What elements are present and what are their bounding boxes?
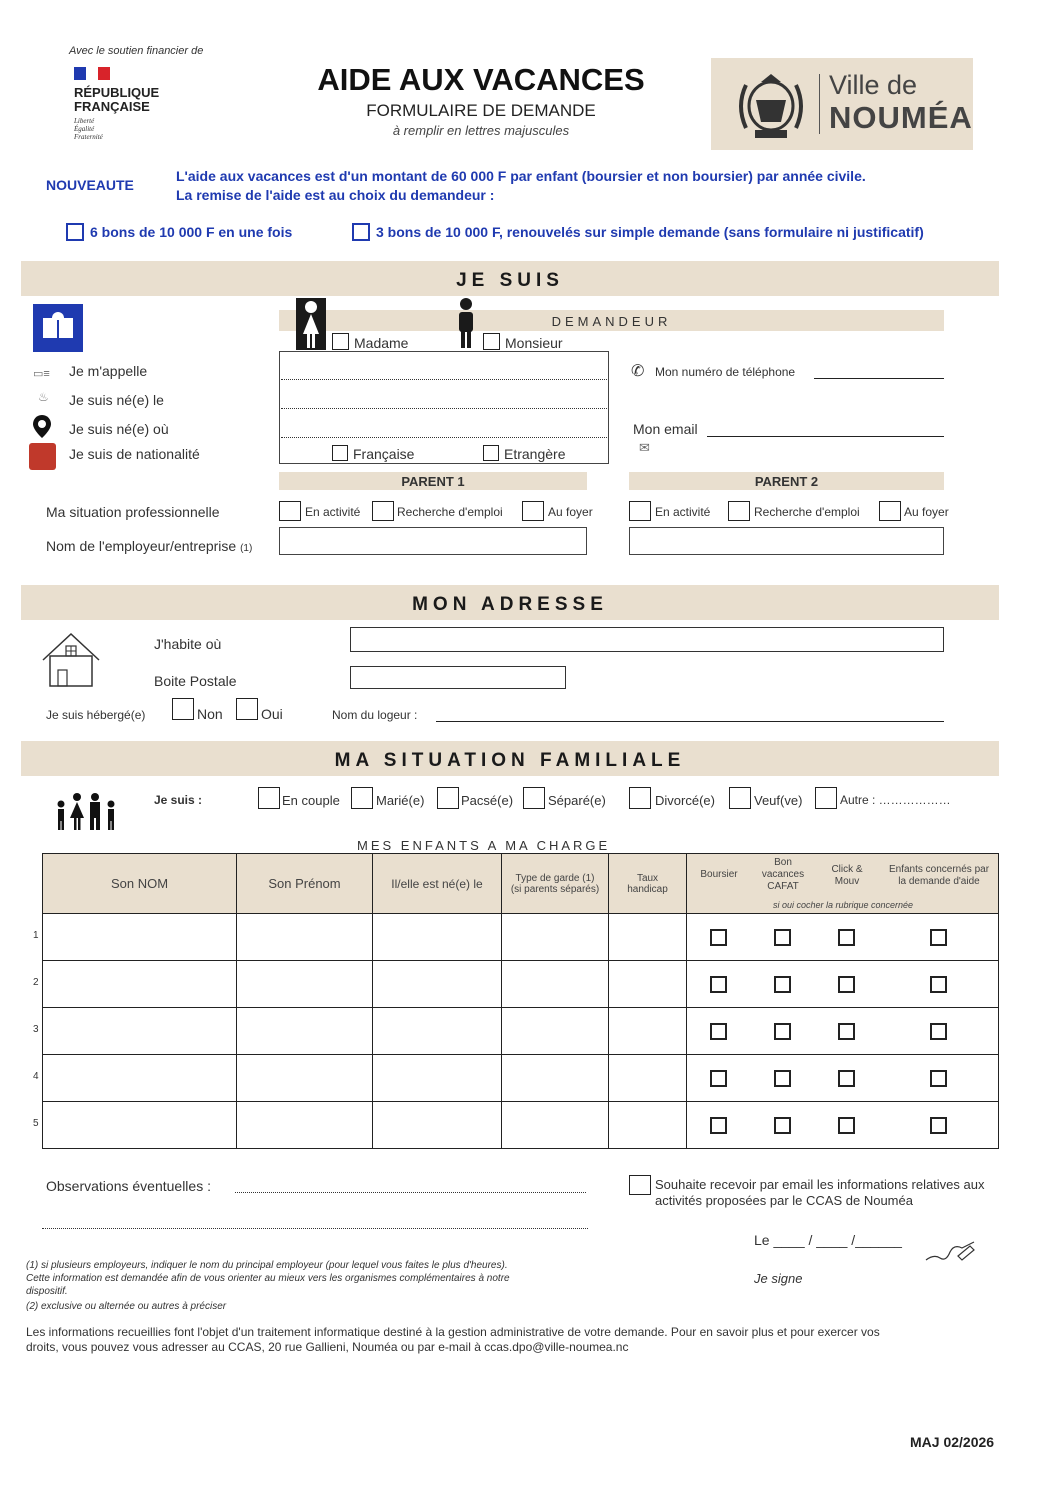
heberge-label: Je suis hébergé(e)	[46, 708, 146, 722]
col-enfants-line1: Enfants concernés par	[888, 863, 990, 875]
click-mouv-checkbox[interactable]	[838, 929, 855, 946]
child-prenom-cell[interactable]	[237, 1102, 373, 1149]
boursier-checkbox[interactable]	[710, 1023, 727, 1040]
francaise-checkbox[interactable]	[332, 445, 348, 461]
je-signe-label: Je signe	[754, 1271, 803, 1286]
note2: (2) exclusive ou alternée ou autres à préciser	[26, 1301, 227, 1312]
p1-employer-field[interactable]	[279, 527, 587, 555]
boursier-checkbox[interactable]	[710, 1117, 727, 1134]
col-garde-line2: (si parents séparés)	[510, 883, 600, 895]
note1b: Cette information est demandée afin de vous orienter au mieux vers les organismes complémentaires à notre	[26, 1273, 510, 1284]
privacy-line1: Les informations recueillies font l'objet d'un traitement informatique destiné à la gestion administrative de votre demande. Pour en savoir plus et pour exercer vos	[26, 1325, 880, 1339]
child-garde-cell[interactable]	[502, 1055, 609, 1102]
version-label: MAJ 02/2026	[910, 1434, 995, 1450]
page-title: AIDE AUX VACANCES	[317, 62, 645, 97]
option1-checkbox[interactable]	[66, 223, 84, 241]
col-enfants	[879, 864, 999, 888]
enfant-concerne-checkbox[interactable]	[930, 1117, 947, 1134]
marie-label: Marié(e)	[376, 793, 425, 808]
p1-en-activite-label: En activité	[305, 505, 361, 519]
rf-motto3: Fraternité	[74, 133, 103, 141]
col-enfants-line2: la demande d'aide	[898, 875, 980, 887]
child-ne-cell[interactable]	[373, 961, 502, 1008]
pacse-label: Pacsé(e)	[461, 793, 514, 808]
p1-recherche-checkbox[interactable]	[372, 501, 394, 521]
rf-line1: RÉPUBLIQUE	[74, 85, 160, 100]
name-field[interactable]	[281, 379, 607, 380]
autre-checkbox[interactable]	[815, 787, 837, 809]
habite-label: J'habite où	[154, 636, 222, 652]
child-checks-cell	[687, 961, 999, 1008]
phone-icon: ✆	[631, 363, 645, 380]
child-ne-cell[interactable]	[373, 914, 502, 961]
col-prenom: Son Prénom	[237, 854, 373, 914]
p2-au-foyer-label: Au foyer	[904, 505, 949, 519]
house-icon	[40, 630, 102, 691]
email-optin-line2: activités proposées par le CCAS de Nouméa	[655, 1193, 913, 1208]
heberge-oui-label: Oui	[261, 706, 283, 722]
adresse-band	[21, 585, 999, 620]
child-ne-cell[interactable]	[373, 1008, 502, 1055]
col-taux	[609, 854, 687, 914]
col-click	[817, 864, 877, 888]
note1: (1) si plusieurs employeurs, indiquer le nom du principal employeur (pour lequel vous faites le plus d'heures).	[26, 1260, 508, 1271]
click-mouv-checkbox[interactable]	[838, 976, 855, 993]
heberge-non-label: Non	[197, 706, 223, 722]
option2-checkbox[interactable]	[352, 223, 370, 241]
divorce-label: Divorcé(e)	[655, 793, 715, 808]
table-row	[43, 1055, 999, 1102]
city-line1: Ville de	[829, 70, 918, 100]
je-suis-title: JE SUIS	[456, 270, 564, 291]
notice-tag: NOUVEAUTE	[46, 177, 134, 193]
child-checks-cell	[687, 1055, 999, 1102]
passport-icon	[29, 443, 56, 470]
col-taux-line2: handicap	[627, 883, 668, 895]
child-taux-cell[interactable]	[609, 1055, 687, 1102]
child-prenom-cell[interactable]	[237, 961, 373, 1008]
veuf-checkbox[interactable]	[729, 787, 751, 809]
cocher-note: si oui cocher la rubrique concernée	[772, 899, 914, 910]
child-ne-cell[interactable]	[373, 1102, 502, 1149]
click-mouv-checkbox[interactable]	[838, 1070, 855, 1087]
child-ne-cell[interactable]	[373, 1055, 502, 1102]
child-nom-cell[interactable]	[43, 961, 237, 1008]
id-card-icon: ▭≡	[33, 368, 50, 380]
rf-line2: FRANÇAISE	[74, 99, 150, 114]
option2-label: 3 bons de 10 000 F, renouvelés sur simple demande (sans formulaire ni justificatif)	[376, 224, 924, 240]
col-ne: Il/elle est né(e) le	[373, 854, 502, 914]
observations-field-line2[interactable]	[42, 1228, 588, 1229]
child-checks-cell	[687, 1008, 999, 1055]
child-prenom-cell[interactable]	[237, 1055, 373, 1102]
p2-en-activite-checkbox[interactable]	[629, 501, 651, 521]
col-click-line1: Click &	[831, 863, 863, 875]
row-number: 5	[33, 1118, 39, 1129]
employer-note: (1)	[240, 543, 253, 554]
madame-checkbox[interactable]	[332, 333, 349, 350]
table-row	[43, 961, 999, 1008]
notice-line1: L'aide aux vacances est d'un montant de 60 000 F par enfant (boursier et non boursier) par année civile.	[176, 168, 866, 184]
birthdate-label: Je suis né(e) le	[69, 392, 164, 408]
name-label: Je m'appelle	[69, 363, 148, 379]
child-garde-cell[interactable]	[502, 914, 609, 961]
support-text: Avec le soutien financier de	[69, 45, 204, 57]
monsieur-checkbox[interactable]	[483, 333, 500, 350]
email-field[interactable]	[707, 436, 944, 437]
demandeur-band: DEMANDEUR	[279, 310, 944, 331]
child-checks-cell	[687, 1102, 999, 1149]
bon-vacances-checkbox[interactable]	[774, 1023, 791, 1040]
col-garde-line1: Type de garde (1)	[515, 872, 595, 884]
email-optin-checkbox[interactable]	[629, 1175, 651, 1195]
cake-icon: ♨	[38, 390, 49, 404]
child-prenom-cell[interactable]	[237, 1008, 373, 1055]
child-checks-cell	[687, 914, 999, 961]
p1-en-activite-checkbox[interactable]	[279, 501, 301, 521]
email-label: Mon email	[633, 421, 698, 437]
table-row	[43, 914, 999, 961]
col-bon-line1: Bon	[774, 856, 792, 868]
p1-au-foyer-label: Au foyer	[548, 505, 593, 519]
col-nom: Son NOM	[43, 854, 237, 914]
je-suis-band	[21, 261, 999, 296]
bon-vacances-checkbox[interactable]	[774, 929, 791, 946]
enfant-concerne-checkbox[interactable]	[930, 1070, 947, 1087]
heberge-oui-checkbox[interactable]	[236, 698, 258, 720]
divorce-checkbox[interactable]	[629, 787, 651, 809]
enfant-concerne-checkbox[interactable]	[930, 929, 947, 946]
privacy-line2: droits, vous pouvez vous adresser au CCAS, 20 rue Gallieni, Nouméa ou par e-mail à ccas.dpo@ville-noumea.nc	[26, 1340, 629, 1354]
bon-vacances-checkbox[interactable]	[774, 976, 791, 993]
boursier-checkbox[interactable]	[710, 929, 727, 946]
row-number: 1	[33, 930, 39, 941]
birthplace-label: Je suis né(e) où	[69, 421, 169, 437]
child-taux-cell[interactable]	[609, 961, 687, 1008]
note1c: dispositif.	[26, 1286, 68, 1297]
child-nom-cell[interactable]	[43, 1102, 237, 1149]
employer-label-text: Nom de l'employeur/entreprise	[46, 538, 237, 554]
logeur-label: Nom du logeur :	[332, 708, 418, 722]
adresse-title: MON ADRESSE	[412, 594, 608, 615]
heberge-non-checkbox[interactable]	[172, 698, 194, 720]
republique-francaise-logo	[74, 67, 174, 152]
date-line[interactable]: Le ____ / ____ /______	[754, 1232, 902, 1248]
col-garde	[502, 854, 609, 914]
col-boursier: Boursier	[700, 868, 738, 880]
madame-label: Madame	[354, 335, 409, 351]
row-number: 4	[33, 1071, 39, 1082]
row-number: 3	[33, 1024, 39, 1035]
email-optin-line1: Souhaite recevoir par email les informations relatives aux	[655, 1177, 985, 1192]
bp-field[interactable]	[350, 666, 566, 689]
separe-label: Séparé(e)	[548, 793, 606, 808]
enfant-concerne-checkbox[interactable]	[930, 1023, 947, 1040]
notice-line2: La remise de l'aide est au choix du demandeur :	[176, 187, 495, 203]
en-couple-label: En couple	[282, 793, 340, 808]
col-bon-line2: vacances	[761, 868, 805, 880]
child-taux-cell[interactable]	[609, 1102, 687, 1149]
table-row	[43, 1102, 999, 1149]
child-nom-cell[interactable]	[43, 1055, 237, 1102]
p2-au-foyer-checkbox[interactable]	[879, 501, 901, 521]
form-instruction: à remplir en lettres majuscules	[392, 123, 570, 138]
p2-recherche-label: Recherche d'emploi	[754, 505, 860, 519]
col-checks-header	[687, 854, 999, 914]
boursier-checkbox[interactable]	[710, 1070, 727, 1087]
option1-label: 6 bons de 10 000 F en une fois	[90, 224, 293, 240]
p2-employer-field[interactable]	[629, 527, 944, 555]
bon-vacances-checkbox[interactable]	[774, 1117, 791, 1134]
child-taux-cell[interactable]	[609, 1008, 687, 1055]
click-mouv-checkbox[interactable]	[838, 1023, 855, 1040]
click-mouv-checkbox[interactable]	[838, 1117, 855, 1134]
birthdate-field[interactable]	[281, 408, 607, 409]
form-subtitle: FORMULAIRE DE DEMANDE	[366, 101, 596, 120]
email-icon: ✉	[639, 440, 650, 455]
enfant-concerne-checkbox[interactable]	[930, 976, 947, 993]
location-pin-icon	[32, 414, 52, 443]
family-icon	[53, 792, 119, 835]
p1-recherche-label: Recherche d'emploi	[397, 505, 503, 519]
enfants-title: MES ENFANTS A MA CHARGE	[357, 838, 611, 853]
observations-label: Observations éventuelles :	[46, 1178, 211, 1194]
child-garde-cell[interactable]	[502, 961, 609, 1008]
birthplace-field[interactable]	[281, 437, 607, 438]
monsieur-label: Monsieur	[505, 335, 563, 351]
rf-motto2: Égalité	[74, 125, 95, 133]
pacse-checkbox[interactable]	[437, 787, 459, 809]
child-taux-cell[interactable]	[609, 914, 687, 961]
table-row	[43, 1008, 999, 1055]
etrangere-checkbox[interactable]	[483, 445, 499, 461]
marie-checkbox[interactable]	[351, 787, 373, 809]
separe-checkbox[interactable]	[523, 787, 545, 809]
easy-read-icon	[33, 304, 83, 352]
employer-label	[46, 538, 252, 554]
col-bon-line3: CAFAT	[767, 880, 799, 892]
je-suis-label: Je suis :	[154, 793, 203, 807]
parent2-band: PARENT 2	[629, 472, 944, 490]
col-taux-line1: Taux	[636, 872, 659, 884]
row-number: 2	[33, 977, 39, 988]
man-icon	[454, 298, 478, 350]
veuf-label: Veuf(ve)	[754, 793, 803, 808]
child-prenom-cell[interactable]	[237, 914, 373, 961]
famille-title: MA SITUATION FAMILIALE	[334, 750, 686, 771]
col-click-line2: Mouv	[834, 875, 860, 887]
p1-au-foyer-checkbox[interactable]	[522, 501, 544, 521]
children-table	[42, 853, 999, 1149]
child-nom-cell[interactable]	[43, 1008, 237, 1055]
observations-field[interactable]	[235, 1192, 586, 1193]
p2-recherche-checkbox[interactable]	[728, 501, 750, 521]
phone-field[interactable]	[814, 378, 944, 379]
signature-hand-icon	[924, 1238, 976, 1269]
woman-icon	[296, 298, 326, 350]
p2-en-activite-label: En activité	[655, 505, 711, 519]
child-garde-cell[interactable]	[502, 1102, 609, 1149]
etrangere-label: Etrangère	[504, 446, 566, 462]
child-nom-cell[interactable]	[43, 914, 237, 961]
logeur-field[interactable]	[436, 721, 944, 722]
bp-label: Boite Postale	[154, 673, 237, 689]
city-crest-icon	[731, 70, 811, 142]
city-line2: NOUMÉA	[829, 100, 973, 135]
en-couple-checkbox[interactable]	[258, 787, 280, 809]
situation-label: Ma situation professionnelle	[46, 504, 220, 520]
boursier-checkbox[interactable]	[710, 976, 727, 993]
rf-motto1: Liberté	[74, 117, 95, 125]
address-field[interactable]	[350, 627, 944, 652]
nationality-label: Je suis de nationalité	[69, 446, 200, 462]
phone-label: Mon numéro de téléphone	[655, 365, 796, 379]
autre-label: Autre : ………………	[840, 793, 951, 807]
col-bon	[753, 857, 813, 893]
famille-band	[21, 741, 999, 776]
francaise-label: Française	[353, 446, 415, 462]
child-garde-cell[interactable]	[502, 1008, 609, 1055]
bon-vacances-checkbox[interactable]	[774, 1070, 791, 1087]
parent1-band: PARENT 1	[279, 472, 587, 490]
noumea-logo	[711, 58, 973, 150]
